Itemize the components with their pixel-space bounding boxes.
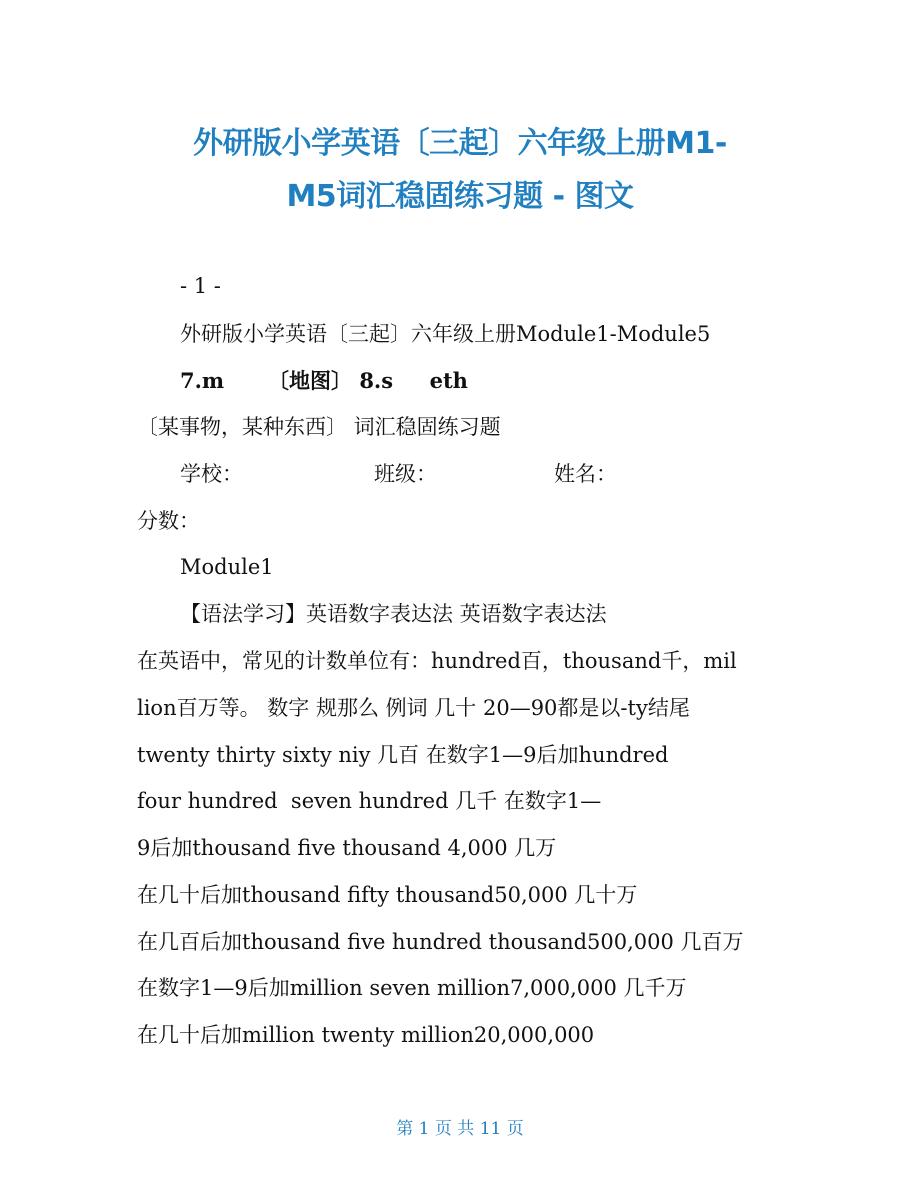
body-line: lion百万等。 数字 规那么 例词 几十 20—90都是以-ty结尾 xyxy=(137,696,690,720)
page-marker: - 1 - xyxy=(180,274,221,298)
document-title-line-2: M5词汇稳固练习题 - 图文 xyxy=(286,179,634,214)
module-heading: Module1 xyxy=(180,555,274,579)
school-label: 学校： xyxy=(180,462,243,486)
score-label: 分数： xyxy=(137,509,200,533)
vocab-line-something: 〔某事物，某种东西〕 词汇稳固练习题 xyxy=(137,415,501,439)
body-line: 在几百后加thousand five hundred thousand500,000 几百万 xyxy=(137,930,744,954)
name-label: 姓名： xyxy=(554,462,617,486)
document-title-line-1: 外研版小学英语〔三起〕六年级上册M1- xyxy=(193,126,727,161)
body-line: 在数字1—9后加million seven million7,000,000 几千万 xyxy=(137,976,687,1000)
body-line: 在几十后加thousand fifty thousand50,000 几十万 xyxy=(137,883,638,907)
page-footer: 第 1 页 共 11 页 xyxy=(396,1119,524,1139)
body-line: 在几十后加million twenty million20,000,000 xyxy=(137,1023,595,1047)
body-line: 在英语中，常见的计数单位有：hundred百，thousand千，mil xyxy=(137,649,737,673)
body-line: 9后加thousand five thousand 4,000 几万 xyxy=(137,836,557,860)
body-line: twenty thirty sixty niy 几百 在数字1—9后加hundred xyxy=(137,743,669,767)
vocab-line-map: 7.m 〔地图〕 8.s eth xyxy=(180,368,468,393)
class-label: 班级： xyxy=(374,462,437,486)
subtitle: 外研版小学英语〔三起〕六年级上册Module1-Module5 xyxy=(180,322,711,346)
grammar-heading: 【语法学习】英语数字表达法 英语数字表达法 xyxy=(180,602,607,626)
body-line: four hundred seven hundred 几千 在数字1— xyxy=(137,789,602,813)
